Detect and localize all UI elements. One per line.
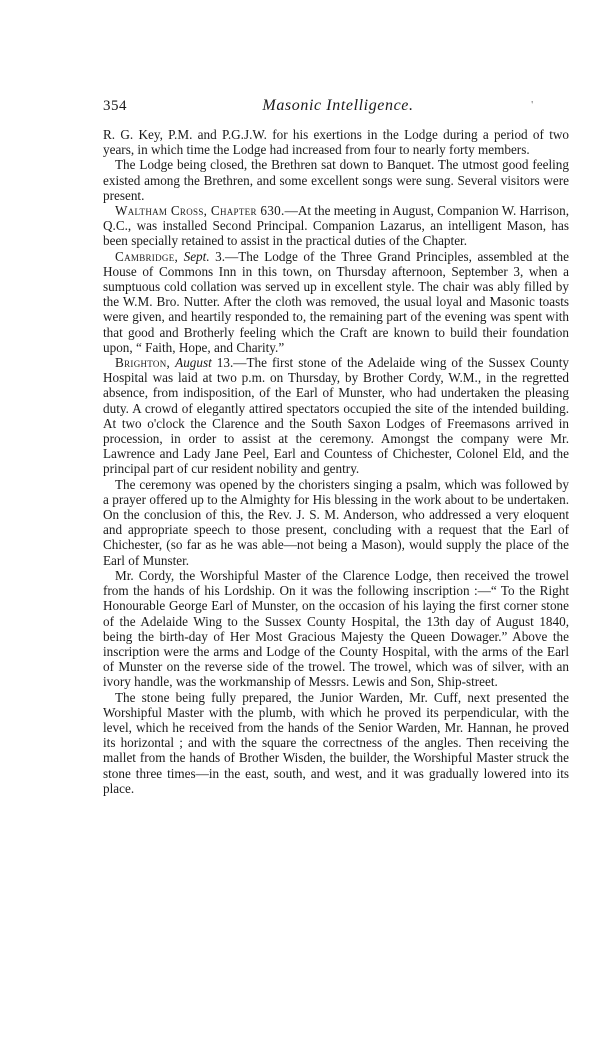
paragraph-date: August: [175, 355, 212, 371]
paragraph-text: R. G. Key, P.M. and P.G.J.W. for his exertions in the Lodge during a period of two years, in which time the Lodge had increased from four to nearly forty members.: [103, 127, 569, 158]
paragraph-date: Sept.: [183, 248, 210, 264]
paragraph-text: —At the meeting in August, Companion W. Harrison, Q.C., was installed Second Principal. Companion Lazarus, an intelligent Mason, has been specially retained to assist in the practical duties of the Chapter.: [103, 203, 569, 249]
paragraph-text: 13.—The first stone of the Adelaide wing of the Sussex County Hospital was laid at two p.m. on Thursday, by Brother Cordy, W.M., in the regretted absence, from indisposition, of the Earl of Munster, who had undertaken the pleasing duty. A crowd of elegantly attired spectators occupied the site of the intended building. At two o'clock the Clarence and the South Saxon Lodges of Freemasons arrived in procession, in order to assist at the ceremony. Amongst the company were Mr. Lawrence and Lady Jane Peel, Earl and Countess of Chichester, Colonel Eld, and the principal part of cur resident nobility and gentry.: [103, 355, 570, 477]
paragraph-text: Mr. Cordy, the Worshipful Master of the Clarence Lodge, then received the trowel from the hands of his Lordship. On it was the following inscription :—“ To the Right Honourable George Earl of Munster, on the occasion of his laying the first corner stone of the Adelaide Wing to the Sussex County Hospital, the 13th day of August 1840, being the birth-day of Her Most Gracious Majesty the Queen Dowager.” Above the inscription were the arms and Lodge of the County Hospital, with the arms of the Earl of Munster on the reverse side of the trowel. The trowel, which was of silver, with an ivory handle, was the workmanship of Messrs. Lewis and Son, Ship-street.: [103, 567, 569, 690]
paragraph-brighton: [103, 355, 569, 477]
paragraph-text: The Lodge being closed, the Brethren sat down to Banquet. The utmost good feeling existed among the Brethren, and some excellent songs were sung. Several visitors were present.: [103, 157, 569, 203]
margin-mark: ': [531, 100, 533, 111]
page-number: 354: [103, 98, 127, 114]
paragraph-waltham-cross: [103, 203, 569, 249]
running-head: Masonic Intelligence.: [262, 97, 414, 114]
paragraph-text: The ceremony was opened by the choristers singing a psalm, which was followed by a prayer offered up to the Almighty for His blessing in the work about to be undertaken. On the conclusion of this, the Rev. J. S. M. Anderson, who addressed a very eloquent and appropriate speech to those present, concluding with a request that the Earl of Chichester, (so far as he was able—not being a Mason), would supply the place of the Earl of Munster.: [103, 476, 569, 568]
paragraph-lead: Waltham Cross, Chapter 630.: [115, 203, 285, 219]
paragraph-stone: [103, 690, 569, 796]
paragraph-key-thanks: [103, 127, 569, 157]
paragraph-text: 3.—The Lodge of the Three Grand Principles, assembled at the House of Commons Inn in this town, on Thursday afternoon, September 3, when a sumptuous cold collation was served up in excellent style. The chair was ably filled by the W.M. Bro. Nutter. After the cloth was removed, the usual loyal and Masonic toasts were given, and heartily responded to, the remaining part of the evening was spent with that good and Brotherly feeling which the Craft are known to build their foundation upon, “ Faith, Hope, and Charity.”: [103, 248, 570, 355]
paragraph-text: The stone being fully prepared, the Junior Warden, Mr. Cuff, next presented the Worshipful Master with the plumb, with which he proved its perpendicular, with the level, which he received from the hands of the Senior Warden, Mr. Hannan, he proved its horizontal ; and with the square the correctness of the angles. Then receiving the mallet from the hands of Brother Wisden, the builder, the Worshipful Master struck the stone three times—in the east, south, and west, and it was gradually lowered into its place.: [103, 689, 569, 796]
paragraph-cambridge: [103, 249, 569, 355]
paragraph-ceremony: [103, 477, 569, 568]
body-text: [103, 127, 569, 796]
paragraph-lead: Brighton,: [115, 355, 171, 371]
page-header: [103, 95, 573, 117]
paragraph-lead: Cambridge,: [115, 248, 179, 264]
paragraph-trowel: [103, 568, 569, 690]
paragraph-banquet: [103, 157, 569, 203]
